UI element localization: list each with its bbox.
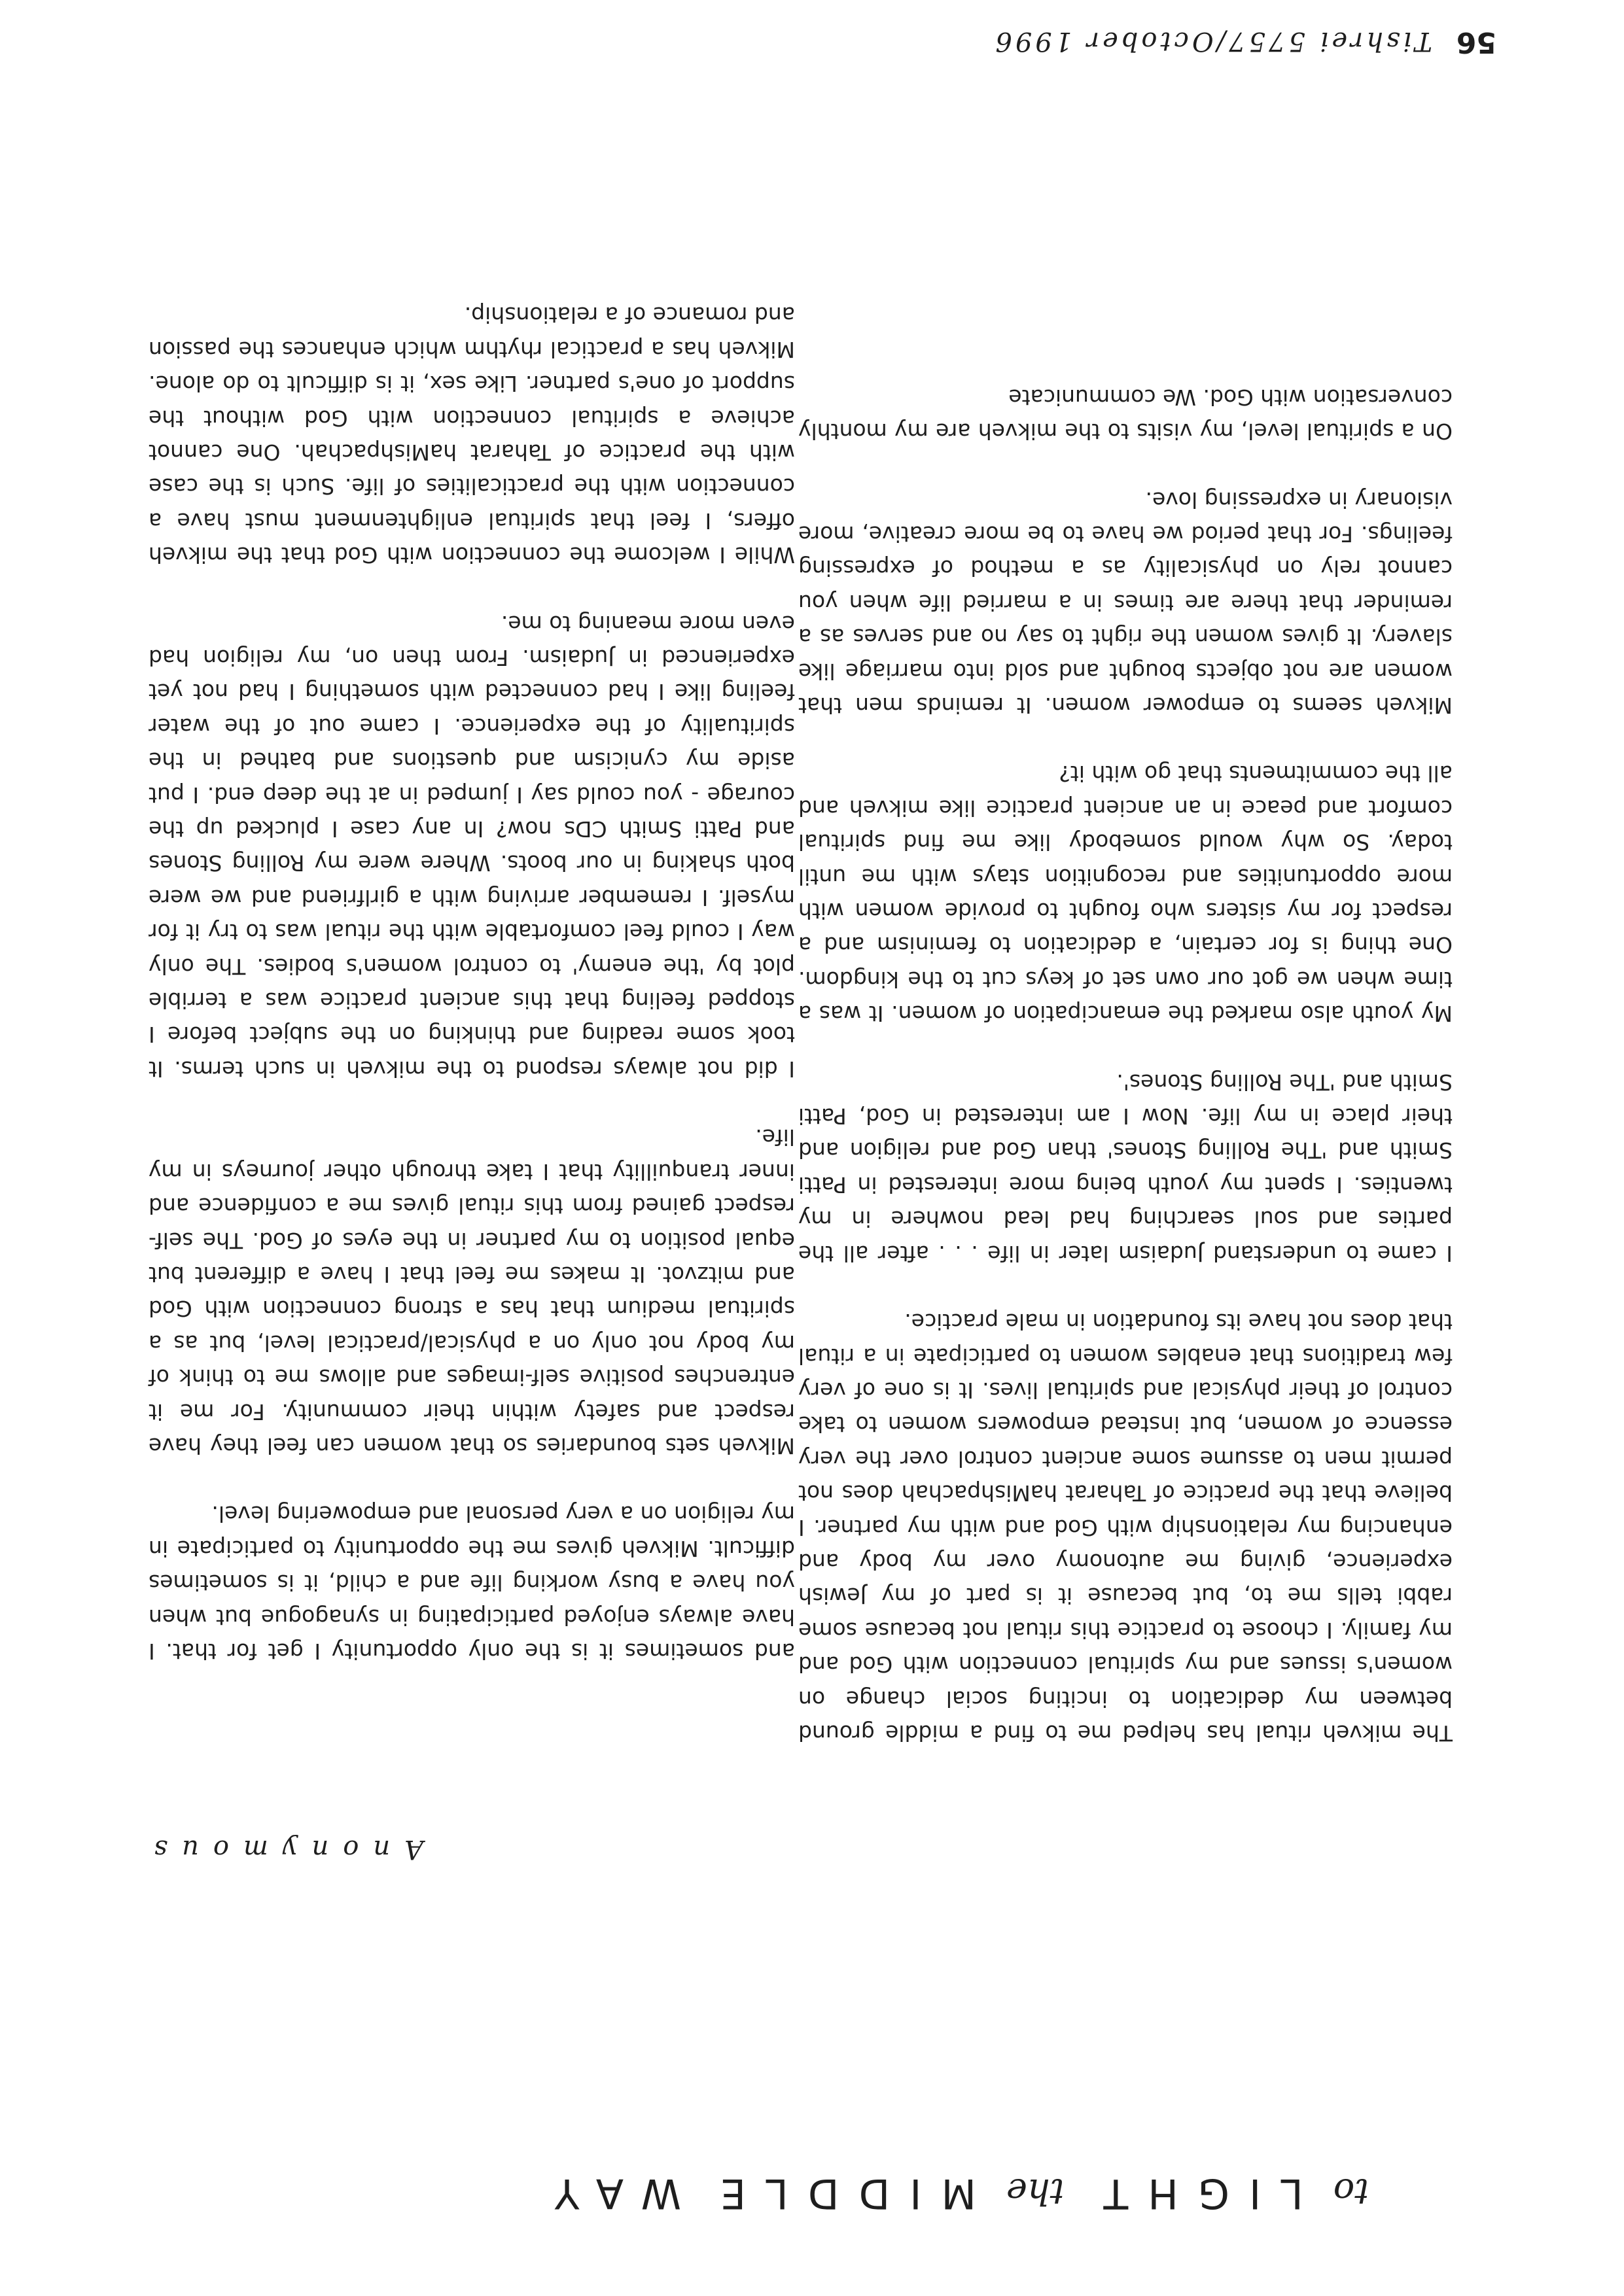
- issue-date: Tishrei 5757/October 1996: [992, 26, 1433, 56]
- title-word-middle: MIDDLE: [700, 2170, 976, 2218]
- byline: Anonymous: [139, 1834, 423, 1864]
- title-word-to: to: [1333, 2171, 1369, 2212]
- paragraph: I did not always respond to the mikveh in such terms. It took some reading and thinking on the subject before I stopped feeling that this ancient practice was a terrible plot by 'the enemy' to control women's bodies. The only way I could feel comfortable with the ritual was to try it for myself. I remember arriving with a girlfriend and we were both shaking in our boots. Where were my Rolling Stones and Patti Smith CDs now? In any case I plucked up the courage - you could say I jumped in at the deep end. I put aside my cynicism and questions and bathed in the spirituality of the experience. I came out of the water feeling like I had connected with something I had not yet experienced in Judaism. From then on, my religion had even more meaning to me.: [149, 610, 795, 1082]
- paragraph: Mikveh seems to empower women. It reminds men that women are not objects bought and sold into marriage like slavery. It gives women the right to say no and serves as a reminder that there are times in a married life when you cannot rely on physicality as a method of expressing feelings. For that period we have to be more creative, more visionary in expressing love.: [798, 487, 1453, 719]
- paragraph: Mikveh sets boundaries so that women can feel they have respect and safety within their community. For me it entrenches positive self-images and allows me to think of my body not only on a physical/practical level, but as a spiritual medium that has a strong connection with God and mitzvot. It makes me feel that I have a different but equal position to my partner in the eyes of God. The self-respect gained from this ritual gives me a confidence and inner tranquillity that I take through other journeys in my life.: [149, 1124, 795, 1459]
- paragraph: and sometimes it is the only opportunity I get for that. I have always enjoyed participating in synagogue but when you have a busy working life and a child, it is sometimes difficult. Mikveh gives me the opportunity to participate in my religion on a very personal and empowering level.: [149, 1501, 795, 1664]
- running-header: [992, 26, 1496, 59]
- paragraph: On a spiritual level, my visits to the mikveh are my monthly conversation with God. We communicate: [798, 384, 1453, 445]
- paragraph: My youth also marked the emancipation of women. It was a time when we got our own set of keys cut to the kingdom. One thing is for certain, a dedication to feminism and a respect for my sisters who fought to provide women with more opportunities and recognition stays with me until today. So why would somebody like me find spiritual comfort and peace in an ancient practice like mikveh and all the commitments that go with it?: [798, 761, 1453, 1027]
- article-title: [518, 2170, 1369, 2218]
- paragraph: The mikveh ritual has helped me to find a middle ground between my dedication to inciting social change on women's issues and my spiritual connection with God and my family. I choose to practice this ritual not because some rabbi tells me to, but because it is part of my Jewish experience, giving me autonomy over my body and enhancing my relationship with God and with my partner. I believe that the practice of Taharat haMishpachah does not permit men to assume some ancient control over the very essence of women, but instead empowers women to take control of their physical and spiritual lives. It is one of very few traditions that enables women to participate in a ritual that does not have its foundation in male practice.: [798, 1309, 1453, 1746]
- title-word-way: WAY: [535, 2170, 681, 2218]
- paragraph: I came to understand Judaism later in life . . . after all the parties and soul searching had lead nowhere in my twenties. I spent my youth being more interested in Patti Smith and 'The Rolling Stones' than God and religion and their place in my life. Now I am interested in God, Patti Smith and 'The Rolling Stones'.: [798, 1069, 1453, 1266]
- page-number: 56: [1456, 26, 1496, 59]
- body-column-left: [798, 379, 1453, 1750]
- body-column-right: [149, 298, 795, 1668]
- title-word-the: the: [1006, 2171, 1065, 2212]
- paragraph: While I welcome the connection with God that the mikveh offers, I feel that spiritual enlightenment must have a connection with the practicalities of life. Such is the case with the practice of Taharat haMishpachah. One cannot achieve a spiritual connection with God without the support of one's partner. Like sex, it is difficult to do alone. Mikveh has a practical rhythm which enhances the passion and romance of a relationship.: [149, 302, 795, 568]
- title-word-light: LIGHT: [1084, 2170, 1303, 2218]
